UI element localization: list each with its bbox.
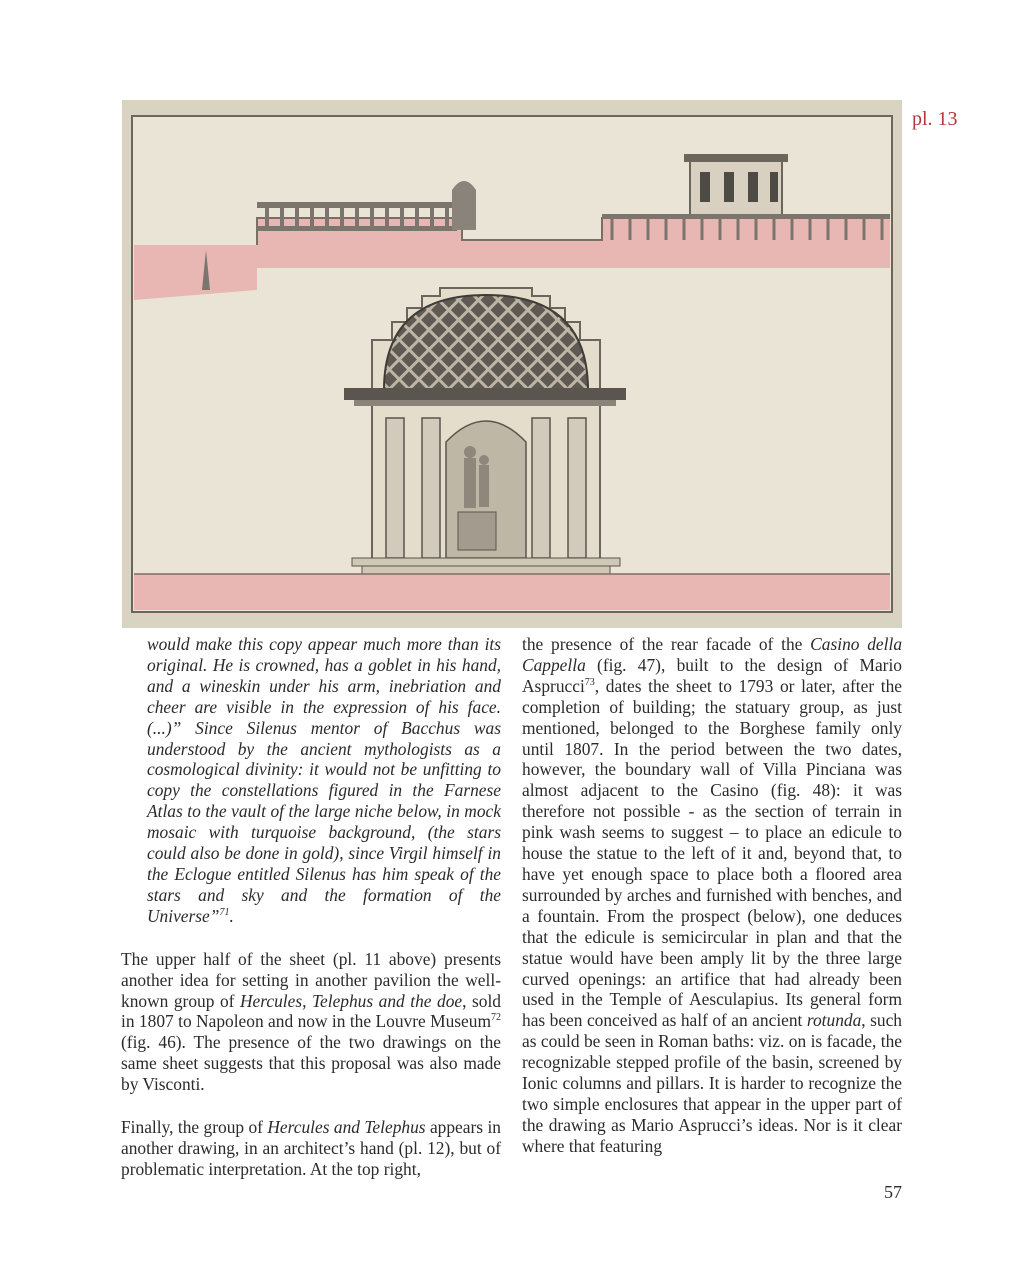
left-text-column bbox=[121, 634, 501, 1180]
footnote-ref-72: 72 bbox=[491, 1012, 501, 1024]
body-paragraph: the presence of the rear facade of the Casino della Cappella (fig. 47), built to the design of Mario Asprucci$^{73}$, dates the sheet to 1793 or later, after the completion of building; the statuary group, as just mentioned, belonged to the Borghese family only until 1807. In the period between the two dates, however, the boundary wall of Villa Pinciana was almost adjacent to the Casino (fig. 48): it was therefore not possible - as the section of terrain in pink wash seems to suggest – to place an edicule to house the statue to the left of it and, beyond that, to have yet enough space to place both a floored area surrounded by arches and furnished with benches, and a fountain. From the prospect (below), one deduces that the edicule is semicircular in plan and that the statue would have been amply lit by the three large curved openings: an artifice that had already been used in the Temple of Aesculapius. Its general form has been conceived as half of an ancient rotunda, such as could be seen in Roman baths: viz. on is facade, the recognizable stepped profile of the basin, screened by Ionic columns and pillars. It is harder to recognize the two simple enclosures that appear in the upper part of the drawing as Mario Asprucci’s ideas. Nor is it clear where that featuring bbox=[522, 634, 903, 1156]
italic-quote-paragraph: would make this copy appear much more than its original. He is crowned, has a goblet in his hand, and a wineskin under his arm, inebriation and cheer are visible in the expression of his face. (...)” Since Silenus mentor of Bacchus was understood by the ancient mythologists as a cosmological divinity: it would not be unfitting to copy the constellations figured in the Farnese Atlas to the vault of the large niche below, in mock mosaic with turquoise background, (the stars could also be done in gold), since Virgil himself in the Eclogue entitled Silenus has him speak of the stars and sky and the formation of the Universe”$^{71}$. bbox=[147, 634, 501, 926]
body-paragraph: The upper half of the sheet (pl. 11 above) presents another idea for setting in another pavilion the well-known group of Hercules, Telephus and the doe, sold in 1807 to Napoleon and now in the Louvre Museum$^{72}$ (fig. 46). The presence of the two drawings on the same sheet suggests that this proposal was also made by Visconti. bbox=[121, 948, 501, 1095]
architectural-drawing-plate bbox=[122, 100, 902, 628]
plate-label: pl. 13 bbox=[912, 108, 958, 130]
footnote-ref-73: 73 bbox=[584, 677, 595, 689]
page-number: 57 bbox=[884, 1182, 902, 1202]
footnote-ref-71: 71 bbox=[219, 906, 230, 918]
right-text-column bbox=[522, 634, 902, 1157]
body-paragraph: Finally, the group of Hercules and Telephus appears in another drawing, in an architect’s hand (pl. 12), but of problematic interpretation. At the top right, bbox=[121, 1117, 501, 1179]
